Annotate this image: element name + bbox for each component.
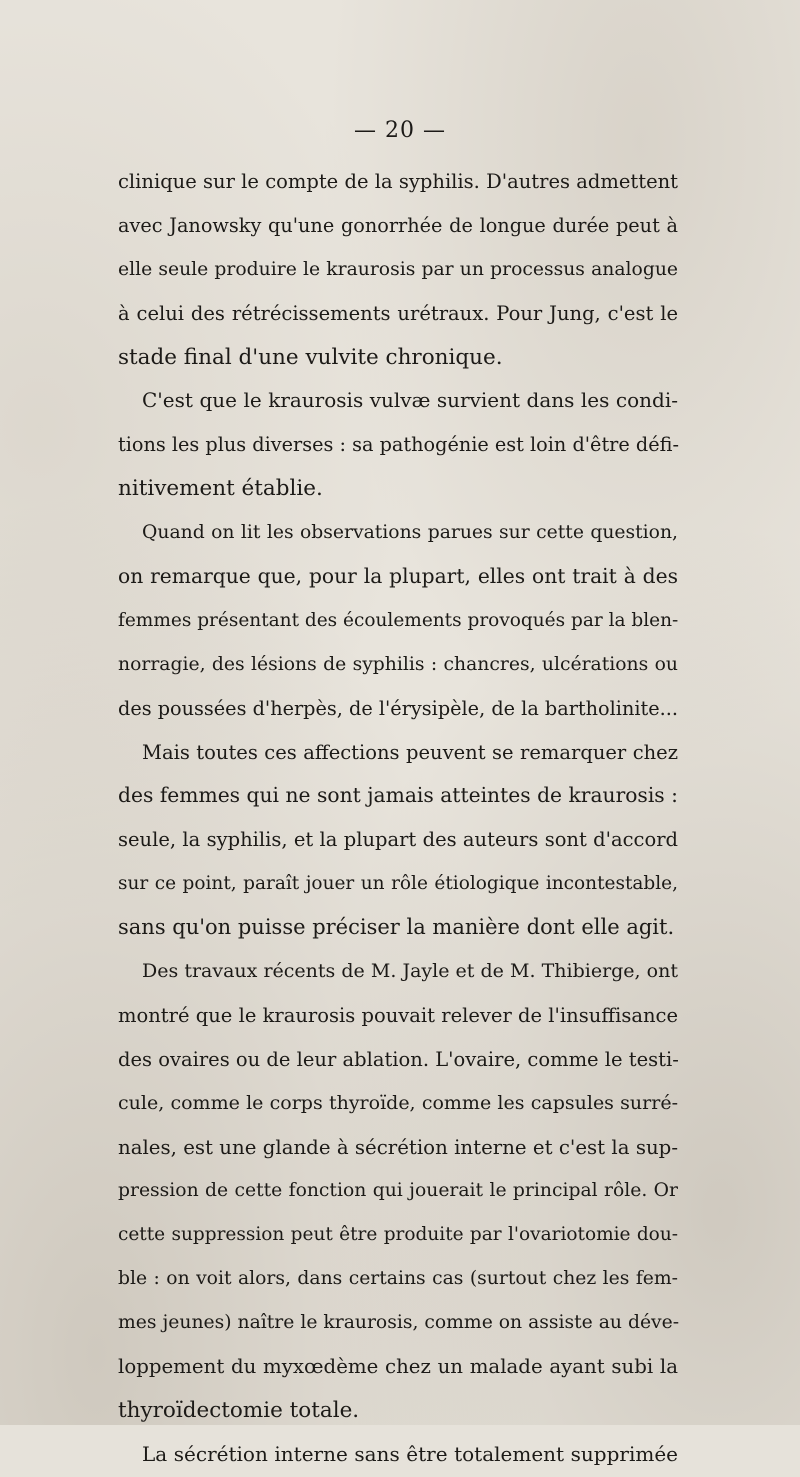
text-line: La sécrétion interne sans être totalement supprimée bbox=[142, 1441, 678, 1466]
text-line: mes jeunes) naître le kraurosis, comme on assiste au déve- bbox=[118, 1312, 680, 1334]
text-line: clinique sur le compte de la syphilis. D'autres admettent bbox=[118, 170, 678, 193]
text-line: stade final d'une vulvite chronique. bbox=[118, 344, 503, 370]
text-line: on remarque que, pour la plupart, elles ont trait à des bbox=[118, 564, 678, 589]
text-line: avec Janowsky qu'une gonorrhée de longue durée peut à bbox=[118, 213, 678, 237]
text-line: sans qu'on puisse préciser la manière dont elle agit. bbox=[118, 915, 675, 940]
text-line: à celui des rétrécissements urétraux. Pour Jung, c'est le bbox=[118, 301, 678, 325]
text-line: pression de cette fonction qui jouerait le principal rôle. Or bbox=[118, 1180, 678, 1202]
text-line: cette suppression peut être produite par l'ovariotomie dou- bbox=[118, 1224, 678, 1246]
text-line: Des travaux récents de M. Jayle et de M. Thibierge, ont bbox=[142, 960, 678, 983]
text-line: thyroïdectomie totale. bbox=[118, 1397, 360, 1423]
text-line: Mais toutes ces affections peuvent se remarquer chez bbox=[142, 740, 678, 764]
text-line: sur ce point, paraît jouer un rôle étiologique incontestable, bbox=[118, 873, 678, 895]
text-line: des femmes qui ne sont jamais atteintes de kraurosis : bbox=[118, 783, 678, 808]
text-line: tions les plus diverses : sa pathogénie est loin d'être défi- bbox=[118, 433, 679, 457]
text-line: C'est que le kraurosis vulvæ survient dans les condi- bbox=[142, 388, 678, 413]
text-line: nitivement établie. bbox=[118, 476, 323, 502]
text-line: des poussées d'herpès, de l'érysipèle, de la bartholinite... bbox=[118, 696, 678, 720]
text-line: loppement du myxœdème chez un malade ayant subi la bbox=[118, 1355, 678, 1379]
text-line: montré que le kraurosis pouvait relever de l'insuffisance bbox=[118, 1003, 678, 1027]
text-line: elle seule produire le kraurosis par un processus analogue bbox=[118, 258, 678, 280]
text-line: des ovaires ou de leur ablation. L'ovaire, comme le testi- bbox=[118, 1047, 679, 1071]
text-line: nales, est une glande à sécrétion interne et c'est la sup- bbox=[118, 1135, 678, 1159]
text-line: Quand on lit les observations parues sur cette question, bbox=[142, 522, 678, 544]
text-line: femmes présentant des écoulements provoqués par la blen- bbox=[118, 609, 679, 631]
text-line: ble : on voit alors, dans certains cas (surtout chez les fem- bbox=[118, 1268, 678, 1290]
text-line: seule, la syphilis, et la plupart des auteurs sont d'accord bbox=[118, 828, 678, 852]
text-line: norragie, des lésions de syphilis : chancres, ulcérations ou bbox=[118, 653, 678, 675]
text-line: cule, comme le corps thyroïde, comme les capsules surré- bbox=[118, 1091, 678, 1114]
page-number: — 20 — bbox=[354, 118, 446, 143]
body-text bbox=[118, 160, 678, 1477]
